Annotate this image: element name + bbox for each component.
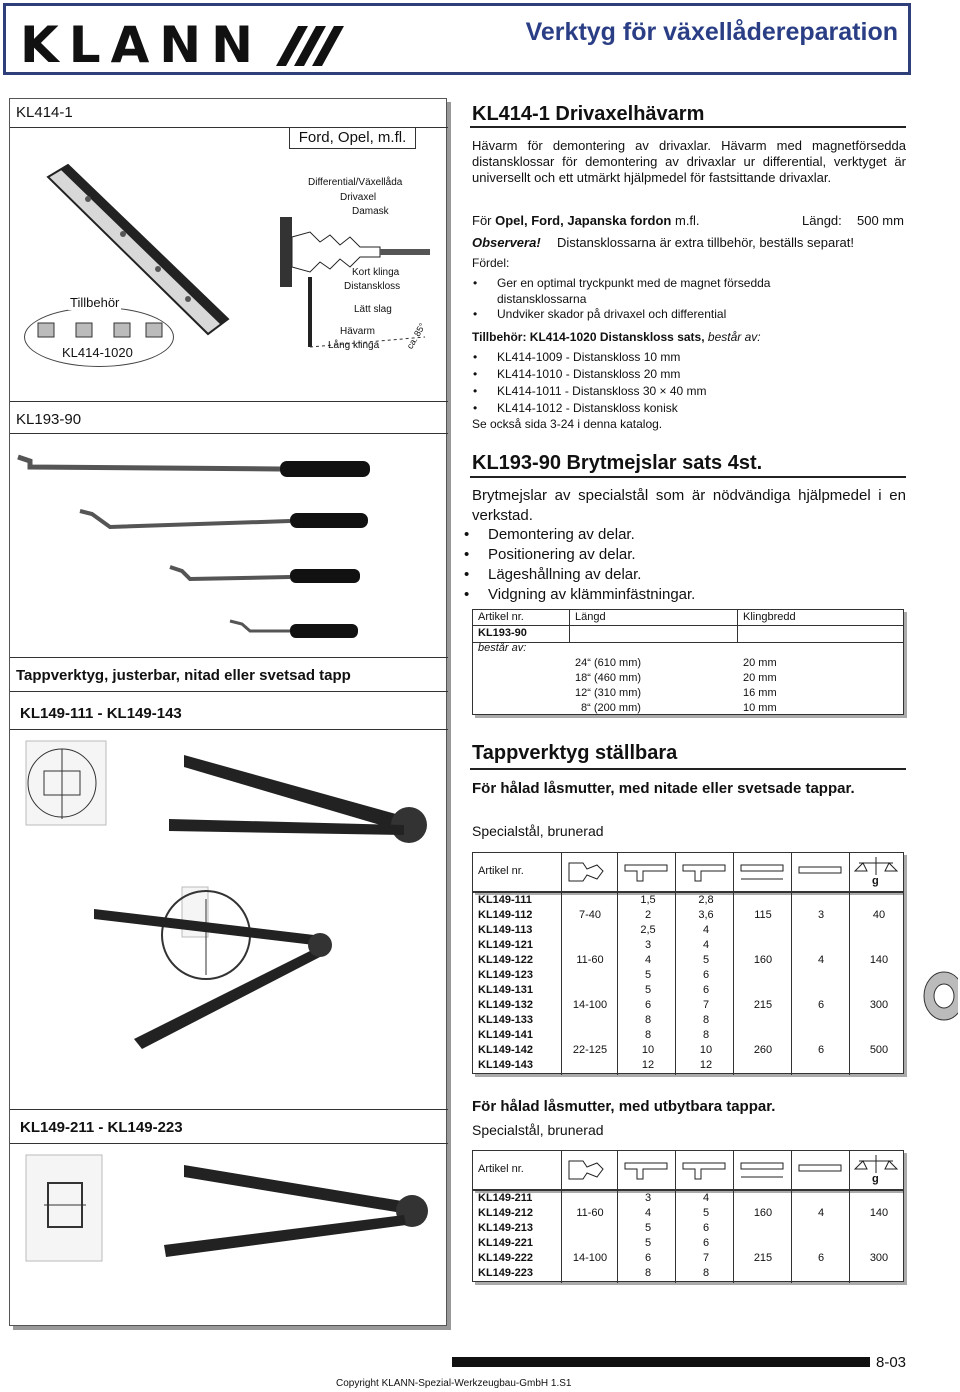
spec-value: 4 [817, 1207, 825, 1219]
pin-diameter-value: 5 [644, 969, 652, 981]
table-divider [561, 1191, 562, 1283]
nut-range-icon [567, 859, 607, 885]
pin-length-value: 6 [702, 1222, 710, 1234]
nut-range-value: 14-100 [572, 1252, 608, 1264]
kl193-blade: 10 mm [743, 702, 777, 714]
diagram-label-damask: Damask [352, 206, 389, 217]
pin-diameter-value: 5 [644, 1222, 652, 1234]
weight-unit: g [872, 875, 879, 887]
fordel-label: Fördel: [472, 256, 510, 270]
tapp-heading: Tappverktyg, justerbar, nitad eller svetsad tapp [16, 667, 351, 684]
spec-value: 300 [869, 999, 889, 1011]
kl193-table [472, 609, 904, 715]
gear-ring-illustration [918, 968, 958, 1024]
table-divider [849, 893, 850, 1075]
angle-label: ca. 85° [404, 321, 428, 351]
pin-length-value: 10 [699, 1044, 713, 1056]
spec-value: 6 [817, 999, 825, 1011]
article-number: KL149-123 [478, 969, 534, 981]
accessory-item: • KL414-1010 - Distanskloss 20 mm [497, 367, 680, 381]
pin-length-icon [681, 1157, 727, 1183]
tapp-title: Tappverktyg ställbara [472, 742, 678, 764]
tapp-subtitle-2: För hålad låsmutter, med utbytbara tappar. [472, 1098, 776, 1115]
pin-length-value: 6 [702, 984, 710, 996]
article-number: KL149-143 [478, 1059, 534, 1071]
pin-diameter-icon [623, 1157, 669, 1183]
kl193-length: 24“ (610 mm) [575, 657, 642, 669]
kl193-blade: 20 mm [743, 672, 777, 684]
kl193-consists: består av: [478, 642, 527, 654]
article-number: KL149-213 [478, 1222, 534, 1234]
article-number: KL149-223 [478, 1267, 534, 1279]
spec-value: 500 [869, 1044, 889, 1056]
left-image-panel [9, 98, 447, 1326]
kl193-th-article: Artikel nr. [478, 611, 524, 623]
page-title: Verktyg för växellådereparation [525, 18, 898, 46]
pin-length-value: 8 [702, 1029, 710, 1041]
spec-value: 115 [754, 909, 772, 921]
kl193-th-length: Längd [575, 611, 606, 623]
pin-length-value: 7 [702, 1252, 710, 1264]
article-number: KL149-121 [478, 939, 534, 951]
see-also: Se också sida 3-24 i denna katalog. [472, 417, 663, 431]
article-number: KL149-131 [478, 984, 534, 996]
total-length-icon [739, 859, 785, 885]
tapp-range-1: KL149-111 - KL149-143 [20, 705, 182, 722]
kl193-length: 18“ (460 mm) [575, 672, 642, 684]
page-number: 8-03 [876, 1354, 907, 1371]
tapp-table1-body [472, 892, 904, 1074]
article-number: KL149-122 [478, 954, 534, 966]
article-number: KL149-142 [478, 1044, 534, 1056]
kl193-bullet: • Positionering av delar. [488, 545, 636, 565]
accessory-item: • KL414-1012 - Distanskloss konisk [497, 401, 678, 415]
pin-length-value: 4 [702, 939, 710, 951]
accessory-item: • KL414-1011 - Distanskloss 30 × 40 mm [497, 384, 707, 398]
tapp-material-1: Specialstål, brunerad [472, 823, 604, 839]
tapp-subtitle-1: För hålad låsmutter, med nitade eller svetsade tappar. [472, 780, 855, 797]
pin-diameter-value: 12 [641, 1059, 655, 1071]
spec-value: 215 [753, 999, 773, 1011]
tillbehor-code: KL414-1020 [62, 345, 133, 360]
pin-diameter-value: 3 [644, 1192, 652, 1204]
spec-value: 300 [869, 1252, 889, 1264]
article-number: KL149-221 [478, 1237, 534, 1249]
article-number: KL149-133 [478, 1014, 534, 1026]
kl414-length-value: 500 mm [857, 213, 904, 228]
pin-diameter-value: 3 [644, 939, 652, 951]
spec-value: 140 [869, 954, 889, 966]
table-divider [675, 893, 676, 1075]
pin-length-value: 5 [702, 1207, 710, 1219]
spec-value: 3 [817, 909, 825, 921]
nut-range-icon [567, 1157, 607, 1183]
tapp-table2-body [472, 1190, 904, 1282]
exchangeable-pin-spanner-illustration [24, 1153, 444, 1303]
kl193-blade: 16 mm [743, 687, 777, 699]
spec-value: 140 [869, 1207, 889, 1219]
spec-value: 160 [753, 1207, 773, 1219]
pin-diameter-value: 8 [644, 1267, 652, 1279]
article-number: KL149-211 [478, 1192, 533, 1204]
kl193-length: 8“ (200 mm) [581, 702, 641, 714]
table-divider [733, 1191, 734, 1283]
kl414-length-label: Längd: [802, 213, 842, 228]
spec-value: 6 [817, 1252, 825, 1264]
observe-label: Observera! [472, 235, 541, 250]
pin-length-value: 8 [702, 1014, 710, 1026]
table-divider [791, 1191, 792, 1283]
thickness-icon [797, 1157, 843, 1183]
article-number: KL149-112 [478, 909, 533, 921]
accessory-item: • KL414-1009 - Distanskloss 10 mm [497, 350, 680, 364]
ford-label: Ford, Opel, m.fl. [298, 129, 407, 146]
pin-length-value: 6 [702, 1237, 710, 1249]
article-number: KL149-212 [478, 1207, 534, 1219]
tapp-th-article: Artikel nr. [478, 865, 524, 877]
tillbehor-label: Tillbehör [70, 295, 120, 310]
pin-diameter-value: 8 [644, 1014, 652, 1026]
pin-length-value: 8 [702, 1267, 710, 1279]
nut-range-value: 11-60 [576, 954, 604, 966]
pin-length-value: 3,6 [698, 909, 714, 921]
diagram-label-drivaxel: Drivaxel [340, 192, 377, 203]
pin-length-value: 12 [699, 1059, 713, 1071]
article-number: KL149-113 [478, 924, 533, 936]
klann-logo: KLANN [20, 16, 263, 74]
logo-stripes-icon [246, 22, 346, 70]
kl193-bullet: • Lägeshållning av delar. [488, 565, 641, 585]
kl414-description: Hävarm för demontering av drivaxlar. Hävarm med magnetförsedda distansklossar för demontering av drivaxlar ur differential, verktyget är universellt och ett utmärkt hjälpmedel för fastsittande drivaxlar. [472, 138, 906, 185]
kl193-title: KL193-90 Brytmejslar sats 4st. [472, 452, 763, 474]
tapp-material-2: Specialstål, brunerad [472, 1122, 604, 1138]
diagram-label-havarm: Hävarm [340, 326, 376, 337]
copyright: Copyright KLANN-Spezial-Werkzeugbau-GmbH 1.S1 [336, 1378, 572, 1389]
diagram-label-latt-slag: Lätt slag [354, 304, 392, 315]
pin-diameter-value: 6 [644, 1252, 652, 1264]
tapp-th-article: Artikel nr. [478, 1163, 524, 1175]
table-divider [733, 893, 734, 1075]
pin-diameter-value: 2 [644, 909, 652, 921]
spec-value: 6 [817, 1044, 825, 1056]
tapp-range-2: KL149-211 - KL149-223 [20, 1119, 183, 1136]
nut-range-value: 11-60 [576, 1207, 604, 1219]
table-divider [675, 1191, 676, 1283]
tapp-table1-header [472, 852, 904, 892]
table-divider [561, 893, 562, 1075]
spec-value: 215 [753, 1252, 773, 1264]
pin-spanner-illustration [24, 739, 444, 1089]
pin-length-value: 4 [702, 924, 710, 936]
spacer-blocks-illustration [36, 321, 166, 341]
fordel-item: • Ger en optimal tryckpunkt med de magnet försedda distansklossarna [497, 275, 797, 307]
kl193-article: KL193-90 [478, 627, 527, 639]
spec-value: 260 [753, 1044, 773, 1056]
pin-diameter-value: 6 [644, 999, 652, 1011]
thickness-icon [797, 859, 843, 885]
pin-length-value: 5 [702, 954, 710, 966]
diagram-label-kort-klinga: Kort klinga [352, 267, 400, 278]
kl193-code: KL193-90 [16, 411, 82, 428]
kl193-bullet: • Demontering av delar. [488, 525, 635, 545]
table-divider [617, 893, 618, 1075]
pin-length-value: 7 [702, 999, 710, 1011]
spec-value: 4 [817, 954, 825, 966]
article-number: KL149-111 [478, 894, 532, 906]
observe-text: Distansklossarna är extra tillbehör, beställs separat! [557, 235, 854, 250]
kl193-blade: 20 mm [743, 657, 777, 669]
kl193-bullet: • Vidgning av klämminfästningar. [488, 585, 695, 605]
tapp-table2-header [472, 1150, 904, 1190]
pin-length-value: 4 [702, 1192, 710, 1204]
fordel-item: • Undviker skador på drivaxel och differential [497, 307, 726, 321]
article-number: KL149-222 [478, 1252, 534, 1264]
ford-label-box [289, 127, 416, 149]
pin-diameter-value: 1,5 [640, 894, 656, 906]
spec-value: 160 [753, 954, 773, 966]
nut-range-value: 22-125 [572, 1044, 608, 1056]
table-divider [849, 1191, 850, 1283]
kl414-for-line: För Opel, Ford, Japanska fordon m.fl. [472, 213, 700, 228]
weight-unit: g [872, 1173, 879, 1185]
spec-value: 40 [872, 909, 886, 921]
footer-bar [452, 1357, 870, 1367]
kl193-length: 12“ (310 mm) [575, 687, 642, 699]
kl414-title: KL414-1 Drivaxelhävarm [472, 103, 705, 125]
pin-length-value: 2,8 [698, 894, 714, 906]
table-divider [617, 1191, 618, 1283]
pin-diameter-value: 5 [644, 1237, 652, 1249]
article-number: KL149-141 [478, 1029, 534, 1041]
pin-diameter-value: 4 [644, 954, 652, 966]
pin-length-icon [681, 859, 727, 885]
accessory-line: Tillbehör: KL414-1020 Distanskloss sats, består av: [472, 330, 761, 344]
article-number: KL149-132 [478, 999, 534, 1011]
total-length-icon [739, 1157, 785, 1183]
pin-length-value: 6 [702, 969, 710, 981]
table-divider [791, 893, 792, 1075]
nut-range-value: 7-40 [578, 909, 602, 921]
pin-diameter-value: 5 [644, 984, 652, 996]
pin-diameter-value: 8 [644, 1029, 652, 1041]
pin-diameter-value: 10 [641, 1044, 655, 1056]
pin-diameter-value: 2,5 [640, 924, 656, 936]
nut-range-value: 14-100 [572, 999, 608, 1011]
diagram-label-diff: Differential/Växellåda [308, 177, 403, 188]
diagram-label-lang-klinga: Lång klinga [328, 340, 380, 351]
kl193-description: Brytmejslar av specialstål som är nödvändiga hjälpmedel i en verkstad. [472, 487, 906, 524]
kl193-th-blade: Klingbredd [743, 611, 796, 623]
page-header [3, 3, 911, 75]
kl414-code: KL414-1 [16, 104, 73, 121]
diagram-label-distanskloss: Distanskloss [344, 281, 401, 292]
pry-bar-set-illustration [10, 449, 448, 649]
pin-diameter-value: 4 [644, 1207, 652, 1219]
pin-diameter-icon [623, 859, 669, 885]
